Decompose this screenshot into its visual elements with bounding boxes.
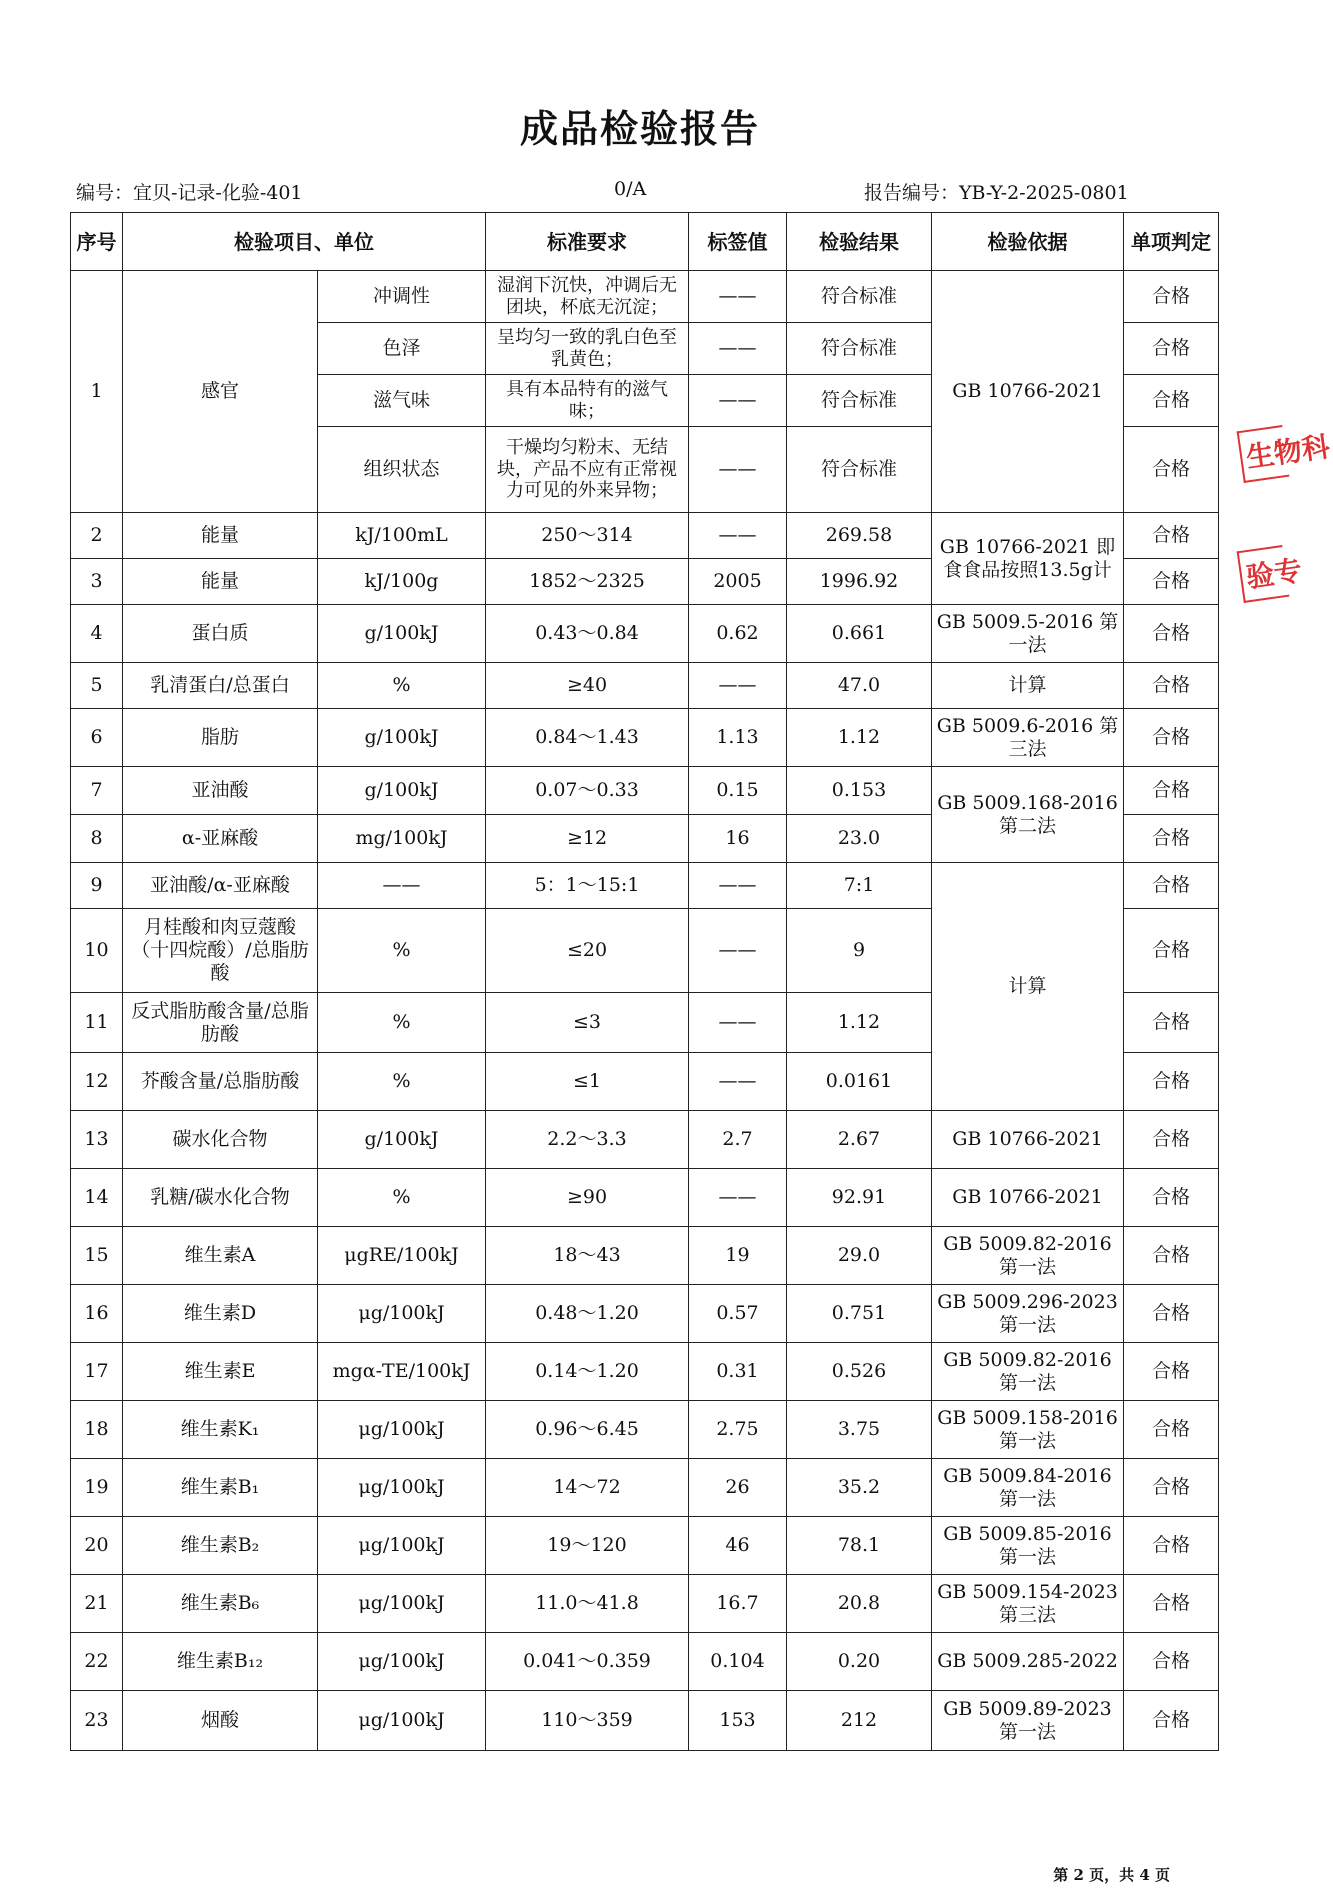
- verdict: 合格: [1124, 1517, 1219, 1575]
- inspection-table: [70, 212, 1219, 1751]
- item-name: 乳糖/碳水化合物: [123, 1169, 318, 1227]
- sensory-std: 干燥均匀粉末、无结块，产品不应有正常视力可见的外来异物；: [486, 427, 689, 513]
- standard: 0.48～1.20: [486, 1285, 689, 1343]
- row-no: 19: [71, 1459, 123, 1517]
- item-name: 月桂酸和肉豆蔻酸（十四烷酸）/总脂肪酸: [123, 909, 318, 993]
- result: 符合标准: [787, 375, 932, 427]
- standard: 18～43: [486, 1227, 689, 1285]
- page-title: 成品检验报告: [519, 106, 760, 151]
- standard: ≥12: [486, 815, 689, 863]
- verdict: 合格: [1124, 513, 1219, 559]
- table-row: [71, 767, 1219, 815]
- row-no: 8: [71, 815, 123, 863]
- item-unit: %: [318, 1053, 486, 1111]
- col-header-no: 序号: [71, 213, 123, 271]
- table-row: [71, 1691, 1219, 1751]
- item-name: 亚油酸: [123, 767, 318, 815]
- table-row: [71, 271, 1219, 323]
- basis: GB 10766-2021: [932, 1111, 1124, 1169]
- row-no: 5: [71, 663, 123, 709]
- basis: GB 5009.84-2016 第一法: [932, 1459, 1124, 1517]
- label-value: 19: [689, 1227, 787, 1285]
- row-no: 17: [71, 1343, 123, 1401]
- item-name: α-亚麻酸: [123, 815, 318, 863]
- label-value: 46: [689, 1517, 787, 1575]
- label-value: ——: [689, 993, 787, 1053]
- standard: 110～359: [486, 1691, 689, 1751]
- item-name: 能量: [123, 513, 318, 559]
- result: 269.58: [787, 513, 932, 559]
- result: 35.2: [787, 1459, 932, 1517]
- basis: 计算: [932, 663, 1124, 709]
- table-row: [71, 1343, 1219, 1401]
- row-no: 20: [71, 1517, 123, 1575]
- standard: ≤20: [486, 909, 689, 993]
- row-no: 18: [71, 1401, 123, 1459]
- col-header-labelval: 标签值: [689, 213, 787, 271]
- sensory-std: 湿润下沉快，冲调后无团块，杯底无沉淀；: [486, 271, 689, 323]
- basis: 计算: [932, 863, 1124, 1111]
- label-value: ——: [689, 323, 787, 375]
- label-value: ——: [689, 375, 787, 427]
- row-no: 13: [71, 1111, 123, 1169]
- verdict: 合格: [1124, 1575, 1219, 1633]
- header-row: [71, 213, 1219, 271]
- revision: 0/A: [614, 178, 647, 200]
- standard: 1852～2325: [486, 559, 689, 605]
- label-value: ——: [689, 513, 787, 559]
- standard: 0.96～6.45: [486, 1401, 689, 1459]
- basis: GB 5009.5-2016 第一法: [932, 605, 1124, 663]
- row-no: 2: [71, 513, 123, 559]
- item-unit: g/100kJ: [318, 767, 486, 815]
- basis: GB 10766-2021: [932, 271, 1124, 513]
- result: 9: [787, 909, 932, 993]
- result: 0.751: [787, 1285, 932, 1343]
- result: 212: [787, 1691, 932, 1751]
- verdict: 合格: [1124, 427, 1219, 513]
- label-value: 0.57: [689, 1285, 787, 1343]
- label-value: 2.75: [689, 1401, 787, 1459]
- item-unit: μg/100kJ: [318, 1633, 486, 1691]
- label-value: 0.15: [689, 767, 787, 815]
- row-no: 10: [71, 909, 123, 993]
- item-unit: ——: [318, 863, 486, 909]
- item-unit: kJ/100g: [318, 559, 486, 605]
- standard: ≤3: [486, 993, 689, 1053]
- table-row: [71, 1517, 1219, 1575]
- basis: GB 5009.296-2023 第一法: [932, 1285, 1124, 1343]
- row-no: 12: [71, 1053, 123, 1111]
- verdict: 合格: [1124, 863, 1219, 909]
- row-no: 23: [71, 1691, 123, 1751]
- result: 0.526: [787, 1343, 932, 1401]
- report-number: 报告编号：YB-Y-2-2025-0801: [864, 182, 1129, 204]
- item-unit: g/100kJ: [318, 605, 486, 663]
- row-no: 7: [71, 767, 123, 815]
- item-unit: μg/100kJ: [318, 1691, 486, 1751]
- row-no: 6: [71, 709, 123, 767]
- basis: GB 10766-2021: [932, 1169, 1124, 1227]
- item-unit: μg/100kJ: [318, 1285, 486, 1343]
- verdict: 合格: [1124, 993, 1219, 1053]
- verdict: 合格: [1124, 1227, 1219, 1285]
- sensory-sub-label: 组织状态: [318, 427, 486, 513]
- table-row: [71, 1401, 1219, 1459]
- item-unit: mg/100kJ: [318, 815, 486, 863]
- item-name: 维生素E: [123, 1343, 318, 1401]
- row-no: 9: [71, 863, 123, 909]
- table-row: [71, 1575, 1219, 1633]
- sensory-name: 感官: [123, 271, 318, 513]
- table-row: [71, 513, 1219, 559]
- basis: GB 5009.168-2016 第二法: [932, 767, 1124, 863]
- result: 1.12: [787, 993, 932, 1053]
- item-name: 碳水化合物: [123, 1111, 318, 1169]
- standard: 5：1～15:1: [486, 863, 689, 909]
- item-name: 芥酸含量/总脂肪酸: [123, 1053, 318, 1111]
- basis: GB 5009.82-2016 第一法: [932, 1343, 1124, 1401]
- basis: GB 5009.82-2016 第一法: [932, 1227, 1124, 1285]
- verdict: 合格: [1124, 1401, 1219, 1459]
- label-value: ——: [689, 1169, 787, 1227]
- item-name: 烟酸: [123, 1691, 318, 1751]
- item-unit: μg/100kJ: [318, 1459, 486, 1517]
- verdict: 合格: [1124, 1691, 1219, 1751]
- item-name: 反式脂肪酸含量/总脂肪酸: [123, 993, 318, 1053]
- row-no: 14: [71, 1169, 123, 1227]
- result: 29.0: [787, 1227, 932, 1285]
- standard: 0.84～1.43: [486, 709, 689, 767]
- item-name: 乳清蛋白/总蛋白: [123, 663, 318, 709]
- basis: GB 5009.158-2016 第一法: [932, 1401, 1124, 1459]
- standard: 14～72: [486, 1459, 689, 1517]
- standard: 2.2～3.3: [486, 1111, 689, 1169]
- label-value: ——: [689, 271, 787, 323]
- item-unit: %: [318, 1169, 486, 1227]
- item-name: 能量: [123, 559, 318, 605]
- standard: ≥40: [486, 663, 689, 709]
- result: 1996.92: [787, 559, 932, 605]
- standard: 0.041～0.359: [486, 1633, 689, 1691]
- col-header-item: 检验项目、单位: [123, 213, 486, 271]
- item-unit: μg/100kJ: [318, 1517, 486, 1575]
- red-seal-stamp: 生物科: [1237, 425, 1290, 483]
- result: 47.0: [787, 663, 932, 709]
- result: 78.1: [787, 1517, 932, 1575]
- col-header-basis: 检验依据: [932, 213, 1124, 271]
- result: 符合标准: [787, 271, 932, 323]
- label-value: 0.62: [689, 605, 787, 663]
- row-no: 1: [71, 271, 123, 513]
- verdict: 合格: [1124, 1169, 1219, 1227]
- label-value: ——: [689, 427, 787, 513]
- row-no: 22: [71, 1633, 123, 1691]
- result: 0.0161: [787, 1053, 932, 1111]
- table-row: [71, 709, 1219, 767]
- basis: GB 5009.85-2016 第一法: [932, 1517, 1124, 1575]
- basis: GB 5009.154-2023 第三法: [932, 1575, 1124, 1633]
- verdict: 合格: [1124, 767, 1219, 815]
- label-value: 26: [689, 1459, 787, 1517]
- sensory-std: 具有本品特有的滋气味；: [486, 375, 689, 427]
- item-unit: μgRE/100kJ: [318, 1227, 486, 1285]
- item-name: 维生素B₁₂: [123, 1633, 318, 1691]
- result: 23.0: [787, 815, 932, 863]
- result: 1.12: [787, 709, 932, 767]
- item-name: 脂肪: [123, 709, 318, 767]
- red-seal-stamp: 验专: [1237, 545, 1290, 603]
- verdict: 合格: [1124, 323, 1219, 375]
- result: 符合标准: [787, 323, 932, 375]
- verdict: 合格: [1124, 1285, 1219, 1343]
- label-value: 1.13: [689, 709, 787, 767]
- label-value: ——: [689, 663, 787, 709]
- basis: GB 5009.89-2023 第一法: [932, 1691, 1124, 1751]
- table-row: [71, 1633, 1219, 1691]
- item-unit: μg/100kJ: [318, 1401, 486, 1459]
- label-value: ——: [689, 1053, 787, 1111]
- result: 符合标准: [787, 427, 932, 513]
- item-unit: %: [318, 909, 486, 993]
- item-unit: μg/100kJ: [318, 1575, 486, 1633]
- sensory-std: 呈均匀一致的乳白色至乳黄色；: [486, 323, 689, 375]
- verdict: 合格: [1124, 375, 1219, 427]
- standard: 0.14～1.20: [486, 1343, 689, 1401]
- label-value: 16.7: [689, 1575, 787, 1633]
- item-name: 维生素D: [123, 1285, 318, 1343]
- row-no: 4: [71, 605, 123, 663]
- sensory-sub-label: 色泽: [318, 323, 486, 375]
- table-row: [71, 1111, 1219, 1169]
- standard: 19～120: [486, 1517, 689, 1575]
- table-row: [71, 663, 1219, 709]
- label-value: 2005: [689, 559, 787, 605]
- result: 20.8: [787, 1575, 932, 1633]
- label-value: ——: [689, 863, 787, 909]
- label-value: 0.31: [689, 1343, 787, 1401]
- standard: ≤1: [486, 1053, 689, 1111]
- item-name: 蛋白质: [123, 605, 318, 663]
- standard: 11.0～41.8: [486, 1575, 689, 1633]
- verdict: 合格: [1124, 709, 1219, 767]
- table-row: [71, 1227, 1219, 1285]
- table-row: [71, 1169, 1219, 1227]
- row-no: 16: [71, 1285, 123, 1343]
- verdict: 合格: [1124, 1053, 1219, 1111]
- basis: GB 5009.285-2022: [932, 1633, 1124, 1691]
- item-unit: g/100kJ: [318, 709, 486, 767]
- item-unit: kJ/100mL: [318, 513, 486, 559]
- verdict: 合格: [1124, 1343, 1219, 1401]
- result: 3.75: [787, 1401, 932, 1459]
- col-header-verdict: 单项判定: [1124, 213, 1219, 271]
- sensory-sub-label: 滋气味: [318, 375, 486, 427]
- result: 7:1: [787, 863, 932, 909]
- verdict: 合格: [1124, 1459, 1219, 1517]
- row-no: 15: [71, 1227, 123, 1285]
- item-name: 亚油酸/α-亚麻酸: [123, 863, 318, 909]
- page-number: 第 2 页，共 4 页: [1053, 1866, 1170, 1884]
- item-name: 维生素B₆: [123, 1575, 318, 1633]
- item-name: 维生素B₁: [123, 1459, 318, 1517]
- item-unit: %: [318, 663, 486, 709]
- label-value: 2.7: [689, 1111, 787, 1169]
- col-header-std: 标准要求: [486, 213, 689, 271]
- verdict: 合格: [1124, 1111, 1219, 1169]
- result: 0.661: [787, 605, 932, 663]
- item-name: 维生素A: [123, 1227, 318, 1285]
- result: 0.20: [787, 1633, 932, 1691]
- table-row: [71, 1459, 1219, 1517]
- standard: 0.07～0.33: [486, 767, 689, 815]
- item-unit: %: [318, 993, 486, 1053]
- verdict: 合格: [1124, 815, 1219, 863]
- table-row: [71, 1285, 1219, 1343]
- item-unit: g/100kJ: [318, 1111, 486, 1169]
- item-name: 维生素B₂: [123, 1517, 318, 1575]
- result: 92.91: [787, 1169, 932, 1227]
- label-value: 0.104: [689, 1633, 787, 1691]
- result: 0.153: [787, 767, 932, 815]
- result: 2.67: [787, 1111, 932, 1169]
- verdict: 合格: [1124, 663, 1219, 709]
- label-value: 16: [689, 815, 787, 863]
- verdict: 合格: [1124, 605, 1219, 663]
- row-no: 21: [71, 1575, 123, 1633]
- item-name: 维生素K₁: [123, 1401, 318, 1459]
- label-value: 153: [689, 1691, 787, 1751]
- label-value: ——: [689, 909, 787, 993]
- sensory-sub-label: 冲调性: [318, 271, 486, 323]
- col-header-result: 检验结果: [787, 213, 932, 271]
- form-number: 编号：宜贝-记录-化验-401: [76, 182, 303, 204]
- basis: GB 10766-2021 即食食品按照13.5g计: [932, 513, 1124, 605]
- verdict: 合格: [1124, 559, 1219, 605]
- standard: 0.43～0.84: [486, 605, 689, 663]
- standard: 250～314: [486, 513, 689, 559]
- basis: GB 5009.6-2016 第三法: [932, 709, 1124, 767]
- verdict: 合格: [1124, 1633, 1219, 1691]
- item-unit: mgα-TE/100kJ: [318, 1343, 486, 1401]
- row-no: 11: [71, 993, 123, 1053]
- table-row: [71, 605, 1219, 663]
- standard: ≥90: [486, 1169, 689, 1227]
- table-row: [71, 863, 1219, 909]
- verdict: 合格: [1124, 271, 1219, 323]
- row-no: 3: [71, 559, 123, 605]
- verdict: 合格: [1124, 909, 1219, 993]
